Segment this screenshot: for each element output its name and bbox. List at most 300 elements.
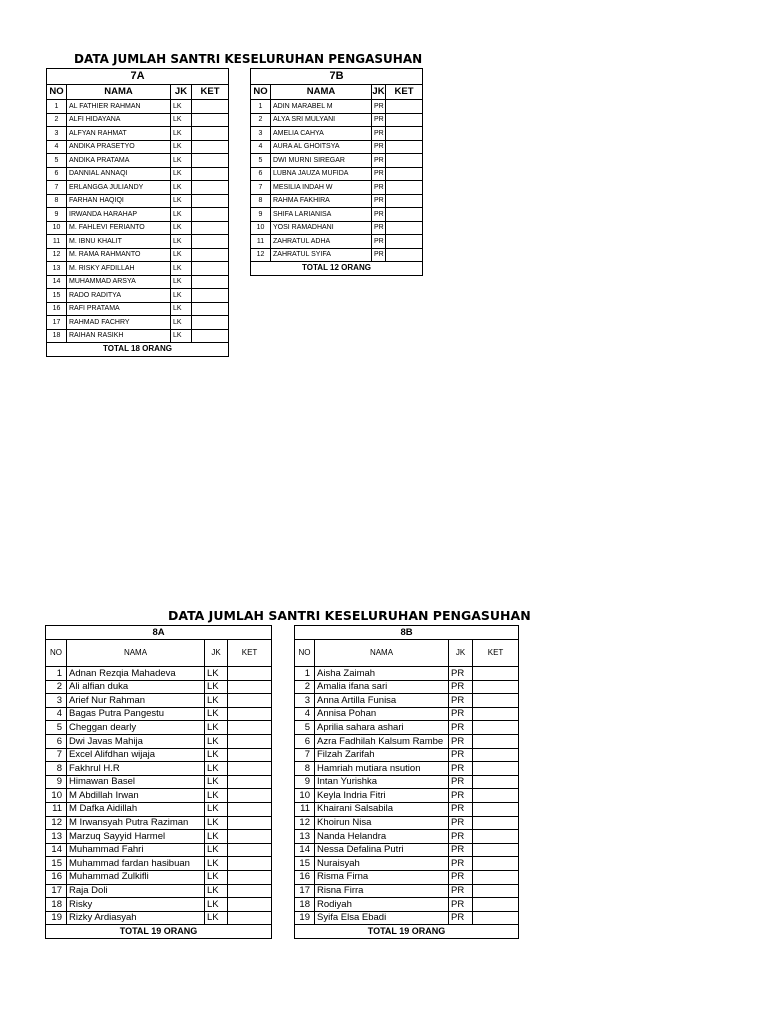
remark xyxy=(473,830,519,844)
gender: LK xyxy=(171,221,192,235)
row-number: 2 xyxy=(46,680,67,694)
table-row xyxy=(295,721,519,735)
row-number: 9 xyxy=(295,775,315,789)
remark xyxy=(473,843,519,857)
student-name: MESILIA INDAH W xyxy=(271,181,372,195)
table-row xyxy=(251,100,423,114)
class-name-row xyxy=(295,626,519,640)
gender: PR xyxy=(449,802,473,816)
table-row xyxy=(46,680,272,694)
total-row xyxy=(295,925,519,939)
gender: LK xyxy=(171,127,192,141)
student-name: ALFI HIDAYANA xyxy=(67,113,171,127)
row-number: 14 xyxy=(295,843,315,857)
student-name: Azra Fadhilah Kalsum Rambe xyxy=(315,734,449,748)
gender: LK xyxy=(205,802,228,816)
gender: PR xyxy=(449,707,473,721)
table-row xyxy=(295,843,519,857)
student-name: Aprilia sahara ashari xyxy=(315,721,449,735)
row-number: 5 xyxy=(47,154,67,168)
remark xyxy=(192,275,229,289)
student-name: Muhammad Zulkifli xyxy=(67,870,205,884)
remark xyxy=(473,802,519,816)
gender: LK xyxy=(171,262,192,276)
class-table-8b xyxy=(294,625,519,939)
remark xyxy=(473,762,519,776)
column-header-no: NO xyxy=(46,640,67,667)
table-row xyxy=(295,680,519,694)
remark xyxy=(386,221,423,235)
column-header-ket: KET xyxy=(386,85,423,100)
column-header-ket: KET xyxy=(192,85,229,100)
remark xyxy=(228,694,272,708)
gender: PR xyxy=(372,208,386,222)
gender: PR xyxy=(449,843,473,857)
total-count: TOTAL 19 ORANG xyxy=(46,925,272,939)
remark xyxy=(192,289,229,303)
student-name: ERLANGGA JULIANDY xyxy=(67,181,171,195)
table-row xyxy=(251,181,423,195)
gender: LK xyxy=(171,167,192,181)
remark xyxy=(192,113,229,127)
student-name: FARHAN HAQIQI xyxy=(67,194,171,208)
table-row xyxy=(46,734,272,748)
table-row xyxy=(47,289,229,303)
row-number: 13 xyxy=(295,830,315,844)
student-name: ANDIKA PRASETYO xyxy=(67,140,171,154)
row-number: 9 xyxy=(47,208,67,222)
gender: PR xyxy=(449,870,473,884)
row-number: 6 xyxy=(47,167,67,181)
row-number: 12 xyxy=(251,248,271,262)
remark xyxy=(192,302,229,316)
remark xyxy=(228,816,272,830)
remark xyxy=(192,154,229,168)
row-number: 10 xyxy=(47,221,67,235)
student-name: Risky xyxy=(67,898,205,912)
row-number: 16 xyxy=(46,870,67,884)
student-name: Khairani Salsabila xyxy=(315,802,449,816)
student-name: RAHMA FAKHIRA xyxy=(271,194,372,208)
student-name: Nuraisyah xyxy=(315,857,449,871)
table-row xyxy=(46,721,272,735)
table-row xyxy=(295,734,519,748)
remark xyxy=(473,911,519,925)
gender: LK xyxy=(205,734,228,748)
student-name: Hamriah mutiara nsution xyxy=(315,762,449,776)
student-name: Himawan Basel xyxy=(67,775,205,789)
gender: LK xyxy=(171,113,192,127)
remark xyxy=(192,140,229,154)
column-header-jk: JK xyxy=(449,640,473,667)
remark xyxy=(228,843,272,857)
gender: PR xyxy=(449,694,473,708)
table-row xyxy=(46,707,272,721)
row-number: 10 xyxy=(295,789,315,803)
student-name: Raja Doli xyxy=(67,884,205,898)
gender: LK xyxy=(205,830,228,844)
table-row xyxy=(46,667,272,681)
remark xyxy=(192,181,229,195)
gender: LK xyxy=(205,911,228,925)
remark xyxy=(192,316,229,330)
page-title-bottom: DATA JUMLAH SANTRI KESELURUHAN PENGASUHAN xyxy=(168,608,531,623)
table-row xyxy=(46,911,272,925)
table-row xyxy=(47,154,229,168)
remark xyxy=(386,140,423,154)
row-number: 11 xyxy=(46,802,67,816)
student-name: AMELIA CAHYA xyxy=(271,127,372,141)
row-number: 16 xyxy=(295,870,315,884)
gender: PR xyxy=(449,884,473,898)
table-row xyxy=(295,802,519,816)
table-row xyxy=(295,898,519,912)
gender: PR xyxy=(372,181,386,195)
student-name: Rodiyah xyxy=(315,898,449,912)
row-number: 9 xyxy=(46,775,67,789)
table-row xyxy=(46,857,272,871)
student-name: Nanda Helandra xyxy=(315,830,449,844)
class-name: 8B xyxy=(295,626,519,640)
gender: LK xyxy=(205,843,228,857)
row-number: 17 xyxy=(295,884,315,898)
student-name: Muhammad fardan hasibuan xyxy=(67,857,205,871)
total-row xyxy=(251,262,423,276)
remark xyxy=(192,167,229,181)
remark xyxy=(473,884,519,898)
row-number: 8 xyxy=(251,194,271,208)
remark xyxy=(228,707,272,721)
row-number: 11 xyxy=(251,235,271,249)
remark xyxy=(228,911,272,925)
student-name: Adnan Rezqia Mahadeva xyxy=(67,667,205,681)
remark xyxy=(473,789,519,803)
remark xyxy=(228,830,272,844)
row-number: 6 xyxy=(251,167,271,181)
remark xyxy=(192,208,229,222)
remark xyxy=(192,100,229,114)
gender: LK xyxy=(205,775,228,789)
table-row xyxy=(251,140,423,154)
student-name: M Irwansyah Putra Raziman xyxy=(67,816,205,830)
row-number: 4 xyxy=(251,140,271,154)
student-name: M. IBNU KHALIT xyxy=(67,235,171,249)
gender: PR xyxy=(449,911,473,925)
student-name: YOSI RAMADHANI xyxy=(271,221,372,235)
table-row xyxy=(46,789,272,803)
gender: PR xyxy=(372,194,386,208)
student-name: SHIFA LARIANISA xyxy=(271,208,372,222)
student-name: DANNIAL ANNAQI xyxy=(67,167,171,181)
table-row xyxy=(295,762,519,776)
student-name: ALFYAN RAHMAT xyxy=(67,127,171,141)
row-number: 13 xyxy=(47,262,67,276)
table-row xyxy=(46,870,272,884)
row-number: 1 xyxy=(251,100,271,114)
row-number: 10 xyxy=(251,221,271,235)
gender: LK xyxy=(171,248,192,262)
gender: LK xyxy=(205,789,228,803)
row-number: 18 xyxy=(295,898,315,912)
table-row xyxy=(295,789,519,803)
gender: PR xyxy=(372,100,386,114)
student-name: ZAHRATUL ADHA xyxy=(271,235,372,249)
student-name: Cheggan dearly xyxy=(67,721,205,735)
gender: LK xyxy=(205,721,228,735)
remark xyxy=(228,680,272,694)
page-title-top: DATA JUMLAH SANTRI KESELURUHAN PENGASUHAN xyxy=(74,52,423,66)
remark xyxy=(228,762,272,776)
remark xyxy=(386,194,423,208)
row-number: 3 xyxy=(46,694,67,708)
row-number: 3 xyxy=(47,127,67,141)
remark xyxy=(386,208,423,222)
gender: PR xyxy=(449,789,473,803)
student-name: M. FAHLEVI FERIANTO xyxy=(67,221,171,235)
student-name: Ali alfian duka xyxy=(67,680,205,694)
table-row xyxy=(47,248,229,262)
table-row xyxy=(295,775,519,789)
row-number: 8 xyxy=(47,194,67,208)
table-row xyxy=(47,181,229,195)
gender: PR xyxy=(449,721,473,735)
remark xyxy=(473,694,519,708)
remark xyxy=(386,167,423,181)
student-name: M. RAMA RAHMANTO xyxy=(67,248,171,262)
student-name: RAIHAN RASIKH xyxy=(67,329,171,343)
remark xyxy=(473,734,519,748)
gender: PR xyxy=(449,748,473,762)
table-row xyxy=(47,221,229,235)
remark xyxy=(192,221,229,235)
gender: LK xyxy=(171,275,192,289)
table-row xyxy=(295,857,519,871)
remark xyxy=(386,181,423,195)
table-row xyxy=(47,329,229,343)
gender: PR xyxy=(372,127,386,141)
row-number: 2 xyxy=(295,680,315,694)
student-name: Khoirun Nisa xyxy=(315,816,449,830)
column-header-no: NO xyxy=(251,85,271,100)
gender: PR xyxy=(372,235,386,249)
row-number: 14 xyxy=(46,843,67,857)
column-header-nama: NAMA xyxy=(315,640,449,667)
gender: LK xyxy=(171,194,192,208)
row-number: 7 xyxy=(295,748,315,762)
row-number: 5 xyxy=(46,721,67,735)
row-number: 15 xyxy=(46,857,67,871)
row-number: 1 xyxy=(47,100,67,114)
remark xyxy=(473,680,519,694)
remark xyxy=(228,884,272,898)
gender: PR xyxy=(449,816,473,830)
remark xyxy=(386,127,423,141)
student-name: Annisa Pohan xyxy=(315,707,449,721)
table-row xyxy=(47,262,229,276)
remark xyxy=(473,870,519,884)
gender: LK xyxy=(171,181,192,195)
gender: PR xyxy=(449,857,473,871)
student-name: M. RISKY AFDILLAH xyxy=(67,262,171,276)
row-number: 12 xyxy=(46,816,67,830)
student-name: Aisha Zaimah xyxy=(315,667,449,681)
row-number: 16 xyxy=(47,302,67,316)
table-row xyxy=(46,802,272,816)
class-table-7a xyxy=(46,68,229,357)
row-number: 14 xyxy=(47,275,67,289)
gender: LK xyxy=(171,289,192,303)
gender: LK xyxy=(171,316,192,330)
table-row xyxy=(295,870,519,884)
table-row xyxy=(46,762,272,776)
class-name: 8A xyxy=(46,626,272,640)
table-row xyxy=(251,208,423,222)
table-row xyxy=(251,221,423,235)
row-number: 19 xyxy=(295,911,315,925)
table-row xyxy=(295,694,519,708)
remark xyxy=(386,235,423,249)
gender: LK xyxy=(205,857,228,871)
gender: PR xyxy=(449,667,473,681)
table-row xyxy=(295,707,519,721)
remark xyxy=(386,248,423,262)
row-number: 11 xyxy=(295,802,315,816)
student-name: RAHMAD FACHRY xyxy=(67,316,171,330)
row-number: 5 xyxy=(251,154,271,168)
remark xyxy=(473,721,519,735)
remark xyxy=(473,667,519,681)
student-name: DWI MURNI SIREGAR xyxy=(271,154,372,168)
table-row xyxy=(295,748,519,762)
gender: LK xyxy=(171,154,192,168)
remark xyxy=(473,857,519,871)
table-row xyxy=(251,194,423,208)
table-row xyxy=(47,275,229,289)
student-name: Filzah Zarifah xyxy=(315,748,449,762)
gender: LK xyxy=(205,707,228,721)
student-name: Bagas Putra Pangestu xyxy=(67,707,205,721)
student-name: M Abdillah Irwan xyxy=(67,789,205,803)
row-number: 17 xyxy=(46,884,67,898)
remark xyxy=(386,154,423,168)
table-row xyxy=(47,127,229,141)
table-row xyxy=(46,884,272,898)
remark xyxy=(473,748,519,762)
gender: PR xyxy=(449,830,473,844)
gender: PR xyxy=(372,154,386,168)
row-number: 15 xyxy=(295,857,315,871)
remark xyxy=(192,194,229,208)
table-row xyxy=(251,248,423,262)
student-name: Keyla Indria Fitri xyxy=(315,789,449,803)
remark xyxy=(228,667,272,681)
column-header-jk: JK xyxy=(372,85,386,100)
remark xyxy=(192,127,229,141)
student-name: ZAHRATUL SYIFA xyxy=(271,248,372,262)
class-table-7b xyxy=(250,68,423,276)
column-header-no: NO xyxy=(295,640,315,667)
table-row xyxy=(251,127,423,141)
student-name: Risna Firra xyxy=(315,884,449,898)
row-number: 7 xyxy=(46,748,67,762)
student-name: AURA AL GHOITSYA xyxy=(271,140,372,154)
total-row xyxy=(46,925,272,939)
gender: LK xyxy=(205,762,228,776)
row-number: 19 xyxy=(46,911,67,925)
table-row xyxy=(251,167,423,181)
row-number: 6 xyxy=(295,734,315,748)
row-number: 1 xyxy=(295,667,315,681)
table-row xyxy=(46,748,272,762)
table-row xyxy=(46,843,272,857)
table-row xyxy=(47,235,229,249)
student-name: Excel Alifdhan wijaja xyxy=(67,748,205,762)
gender: LK xyxy=(171,329,192,343)
table-row xyxy=(47,316,229,330)
gender: LK xyxy=(205,680,228,694)
row-number: 4 xyxy=(295,707,315,721)
row-number: 12 xyxy=(47,248,67,262)
class-table-8a xyxy=(45,625,272,939)
row-number: 15 xyxy=(47,289,67,303)
row-number: 11 xyxy=(47,235,67,249)
row-number: 7 xyxy=(47,181,67,195)
column-header-nama: NAMA xyxy=(271,85,372,100)
gender: PR xyxy=(372,140,386,154)
row-number: 2 xyxy=(251,113,271,127)
gender: LK xyxy=(171,100,192,114)
class-name-row xyxy=(251,69,423,85)
table-row xyxy=(47,113,229,127)
row-number: 1 xyxy=(46,667,67,681)
remark xyxy=(192,262,229,276)
row-number: 8 xyxy=(295,762,315,776)
remark xyxy=(228,870,272,884)
remark xyxy=(228,748,272,762)
student-name: Muhammad Fahri xyxy=(67,843,205,857)
gender: LK xyxy=(205,694,228,708)
table-row xyxy=(251,113,423,127)
student-name: Risma Firna xyxy=(315,870,449,884)
row-number: 3 xyxy=(251,127,271,141)
student-name: Marzuq Sayyid Harmel xyxy=(67,830,205,844)
total-count: TOTAL 12 ORANG xyxy=(251,262,423,276)
row-number: 12 xyxy=(295,816,315,830)
student-name: Fakhrul H.R xyxy=(67,762,205,776)
column-header-row xyxy=(251,85,423,100)
column-header-row xyxy=(46,640,272,667)
gender: PR xyxy=(372,248,386,262)
table-row xyxy=(295,830,519,844)
remark xyxy=(473,707,519,721)
remark xyxy=(192,329,229,343)
gender: LK xyxy=(205,898,228,912)
gender: PR xyxy=(372,113,386,127)
gender: PR xyxy=(449,762,473,776)
gender: LK xyxy=(205,870,228,884)
column-header-nama: NAMA xyxy=(67,85,171,100)
column-header-jk: JK xyxy=(171,85,192,100)
row-number: 8 xyxy=(46,762,67,776)
gender: PR xyxy=(372,221,386,235)
table-row xyxy=(251,235,423,249)
row-number: 7 xyxy=(251,181,271,195)
student-name: M Dafka Aidillah xyxy=(67,802,205,816)
remark xyxy=(228,898,272,912)
student-name: Anna Artilla Funisa xyxy=(315,694,449,708)
table-row xyxy=(295,884,519,898)
remark xyxy=(473,898,519,912)
